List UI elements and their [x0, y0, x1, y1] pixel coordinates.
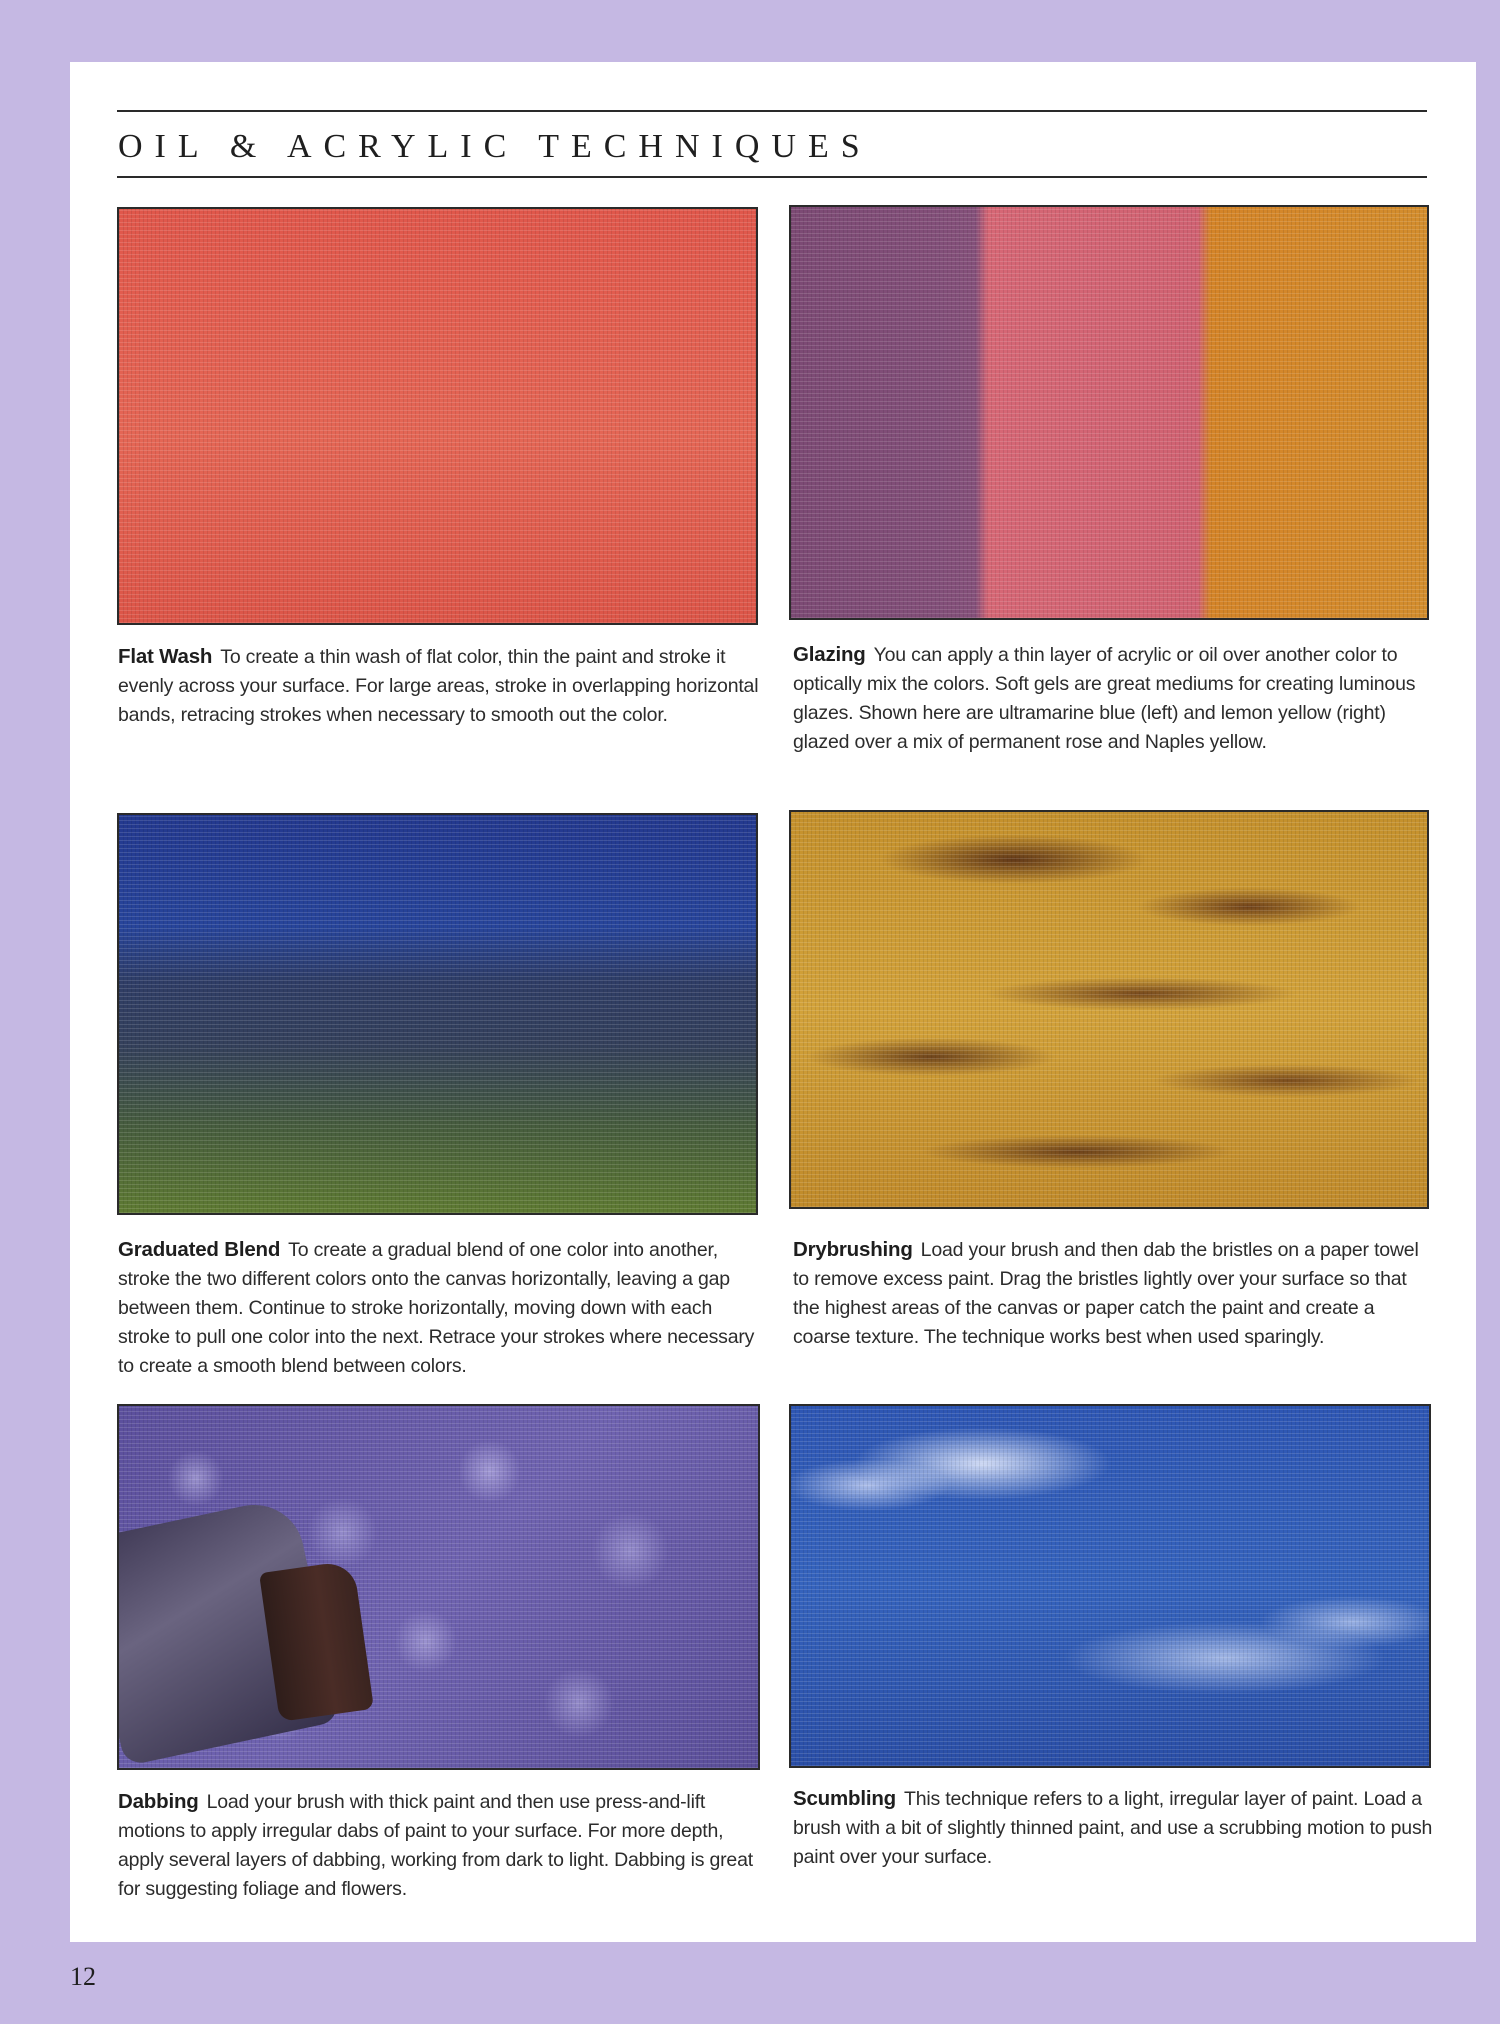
graduated-blend-caption — [118, 1235, 764, 1381]
page-number: 12 — [70, 1962, 96, 1991]
technique-term: Graduated Blend — [118, 1238, 281, 1261]
header-rule-top — [117, 110, 1427, 112]
canvas-texture — [791, 812, 1427, 1207]
dabbing-caption — [118, 1787, 764, 1904]
technique-term: Dabbing — [118, 1790, 199, 1813]
flat-wash-swatch — [117, 207, 758, 625]
glazing-swatch — [789, 205, 1429, 620]
technique-description: To create a gradual blend of one color into another, stroke the two different colors onto the canvas horizontally, leaving a gap between them. Continue to stroke horizontally, moving down with each stroke to pull one color into the next. Retrace your strokes where necessary to create a smooth blend between colors. — [118, 1239, 755, 1377]
glazing-caption — [793, 640, 1433, 757]
canvas-texture — [791, 207, 1427, 618]
technique-term: Scumbling — [793, 1787, 896, 1810]
technique-description: Load your brush and then dab the bristles on a paper towel to remove excess paint. Drag the bristles lightly over your surface so that the highest areas of the canvas or paper catch the paint and create a coarse texture. The technique works best when used sparingly. — [793, 1239, 1419, 1348]
flat-wash-caption — [118, 642, 764, 730]
drybrushing-caption — [793, 1235, 1433, 1352]
technique-term: Glazing — [793, 643, 866, 666]
canvas-texture — [119, 209, 756, 623]
dabbing-swatch — [117, 1404, 760, 1770]
graduated-blend-swatch — [117, 813, 758, 1215]
scumbling-caption — [793, 1784, 1433, 1872]
scumbling-swatch — [789, 1404, 1431, 1768]
technique-description: This technique refers to a light, irregular layer of paint. Load a brush with a bit of slightly thinned paint, and use a scrubbing motion to push paint over your surface. — [793, 1788, 1433, 1868]
technique-description: To create a thin wash of flat color, thin the paint and stroke it evenly across your surface. For large areas, stroke in overlapping horizontal bands, retracing strokes when necessary to smooth out the color. — [118, 646, 759, 726]
drybrushing-swatch — [789, 810, 1429, 1209]
canvas-texture — [791, 1406, 1429, 1766]
section-title: OIL & ACRYLIC TECHNIQUES — [118, 128, 872, 165]
header-rule-bottom — [117, 176, 1427, 178]
technique-description: You can apply a thin layer of acrylic or oil over another color to optically mix the colors. Soft gels are great mediums for creating luminous glazes. Shown here are ultramarine blue (left) and lemon yellow (right) glazed over a mix of permanent rose and Naples yellow. — [793, 644, 1416, 753]
canvas-texture — [119, 815, 756, 1213]
technique-term: Drybrushing — [793, 1238, 913, 1261]
technique-term: Flat Wash — [118, 645, 213, 668]
technique-description: Load your brush with thick paint and then use press-and-lift motions to apply irregular dabs of paint to your surface. For more depth, apply several layers of dabbing, working from dark to light. Dabbing is great for suggesting foliage and flowers. — [118, 1791, 753, 1900]
